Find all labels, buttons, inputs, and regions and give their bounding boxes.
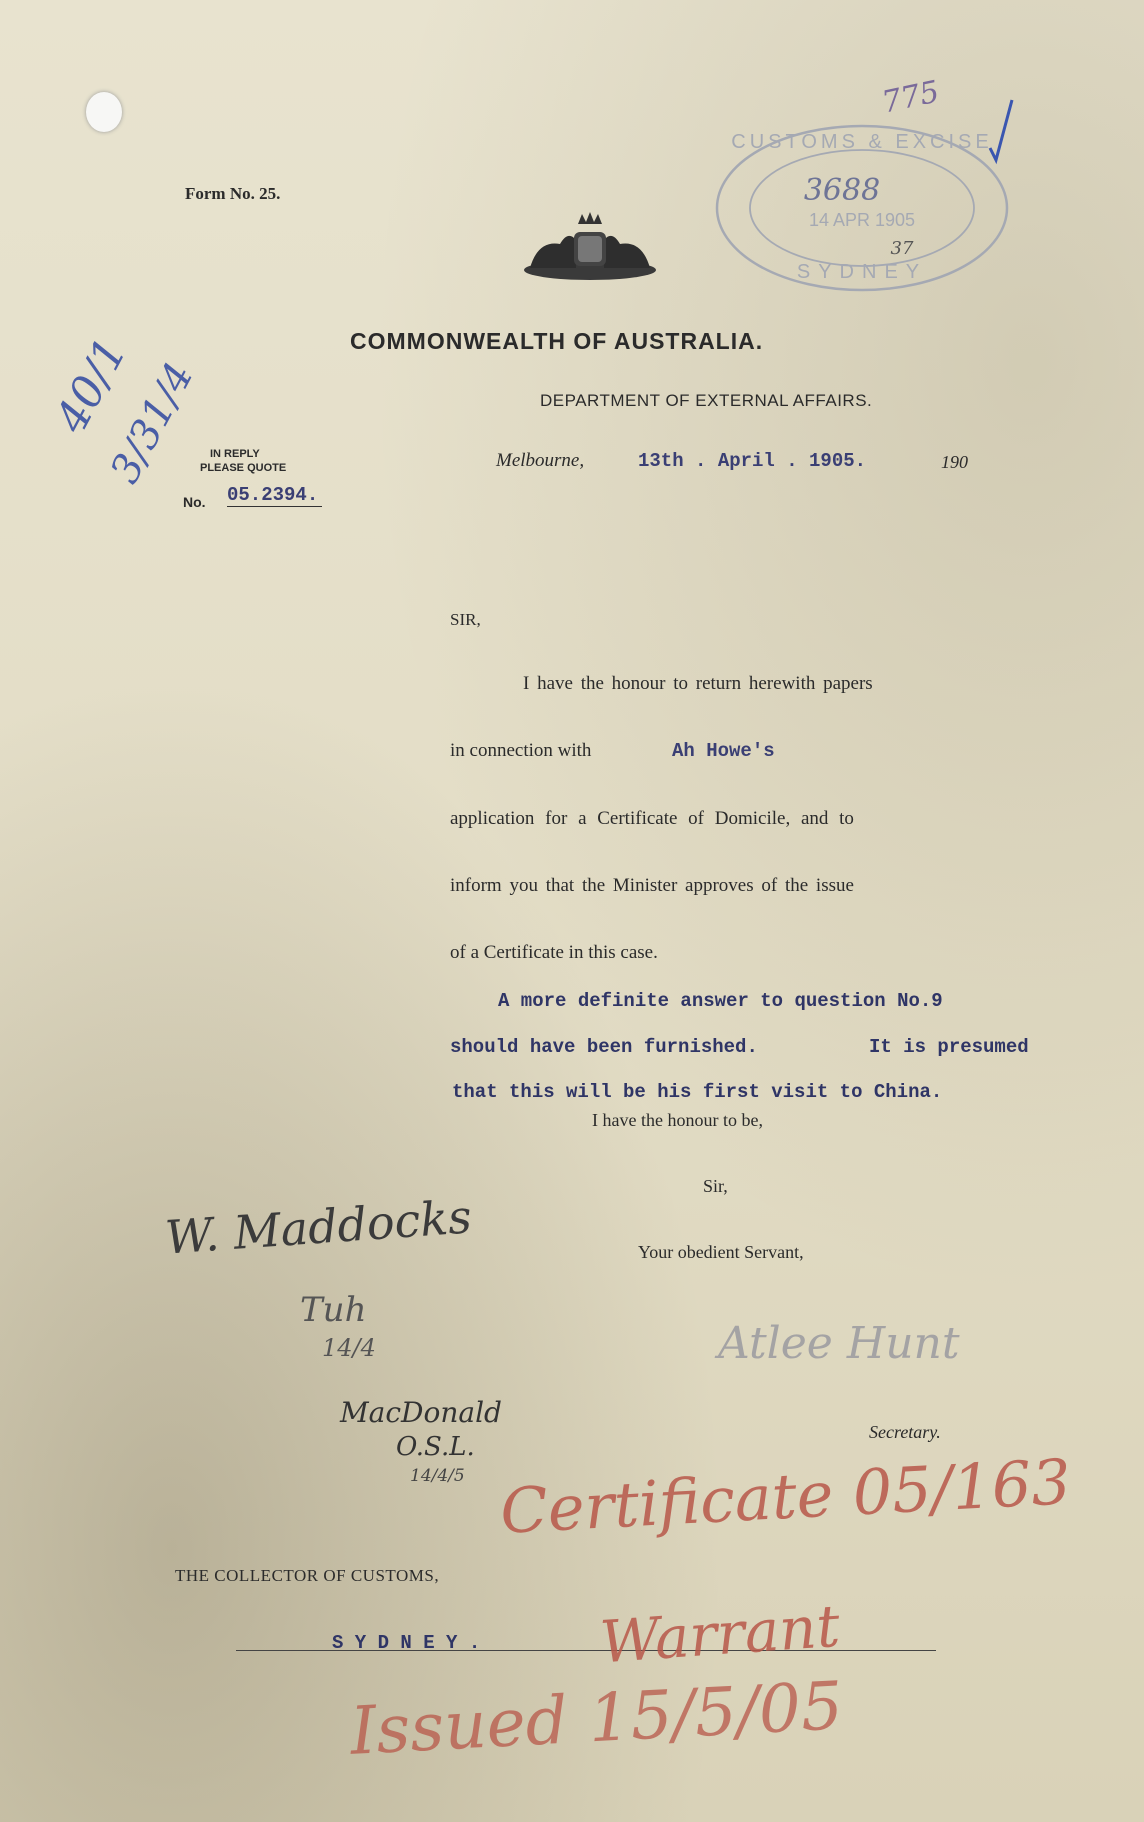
paragraph-line-3: application for a Certificate of Domicile, and to [450,808,854,829]
margin-annotation: 40/1 [45,329,138,442]
dateline-printed-year: 190 [941,452,968,472]
typed-line-2a: should have been furnished. [450,1036,758,1058]
initial-annotation: Tuh [300,1290,367,1330]
salutation: SIR, [450,610,481,629]
department-heading: DEPARTMENT OF EXTERNAL AFFAIRS. [540,391,873,410]
stamp-arc-bottom-text: SYDNEY [796,261,928,283]
dateline-date: 13th . April . 1905. [638,450,867,472]
dateline-place: Melbourne, [496,450,585,471]
reply-number-value: 05.2394. [227,484,322,507]
punch-hole [86,92,122,132]
check-mark-icon [986,96,1016,166]
warrant-annotation: Warrant [597,1591,842,1677]
maddocks-annotation: W. Maddocks [163,1189,474,1265]
typed-line-2b: It is presumed [869,1036,1029,1058]
initial-date-annotation: 14/4 [322,1334,376,1362]
addressee-city: S Y D N E Y . [332,1632,481,1654]
reply-line-1: IN REPLY [210,448,260,460]
paragraph-line-4: inform you that the Minister approves of the issue [450,875,854,896]
margin-annotation-2: 3/31/4 [101,355,203,491]
paragraph-line-1: I have the honour to return herewith papers [523,673,873,694]
form-number: Form No. 25. [185,184,281,203]
addressee-title: THE COLLECTOR OF CUSTOMS, [175,1566,440,1585]
top-annotation: 775 [878,74,943,121]
stamp-number: 3688 [803,173,881,208]
stamp-sub-number: 37 [890,238,914,259]
typed-line-3: that this will be his first visit to China. [452,1081,943,1103]
stamp-date: 14 APR 1905 [808,210,916,230]
paragraph-line-2-prefix: in connection with [450,740,592,761]
osl-annotation: O.S.L. [396,1432,475,1462]
closing-line-1: I have the honour to be, [592,1110,763,1130]
applicant-name: Ah Howe's [672,740,775,762]
customs-stamp [712,120,1012,296]
mcdonald-annotation: MacDonald [340,1396,502,1429]
secretary-signature: Atlee Hunt [718,1318,960,1369]
reply-line-2: PLEASE QUOTE [200,462,287,474]
coat-of-arms-emblem [520,210,660,282]
signature-title: Secretary. [869,1422,941,1442]
certificate-annotation: Certificate 05/163 [498,1445,1073,1548]
reply-number-label: No. [183,494,206,510]
stamp-arc-top-text: CUSTOMS & EXCISE [731,131,993,153]
closing-line-3: Your obedient Servant, [638,1242,804,1262]
closing-line-2: Sir, [703,1176,728,1196]
typed-line-1: A more definite answer to question No.9 [498,990,943,1012]
issued-annotation: Issued 15/5/05 [348,1667,845,1770]
commonwealth-heading: COMMONWEALTH OF AUSTRALIA. [350,328,764,354]
paragraph-line-5: of a Certificate in this case. [450,942,658,963]
osl-date-annotation: 14/4/5 [410,1466,465,1486]
